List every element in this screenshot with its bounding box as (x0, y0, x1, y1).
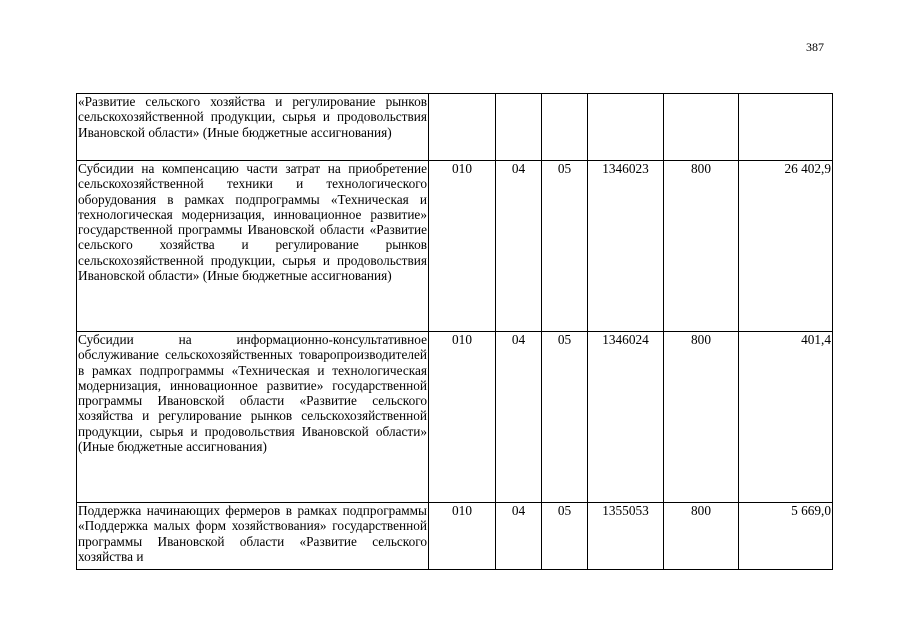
ministry-code: 010 (429, 332, 496, 503)
target-article-code (588, 94, 664, 161)
section-code: 04 (496, 332, 542, 503)
subsection-code: 05 (542, 332, 588, 503)
amount: 401,4 (739, 332, 833, 503)
row-description: Поддержка начинающих фермеров в рамках подпрограммы «Поддержка малых форм хозяйствования» государственной программы Ивановской области «Развитие сельского хозяйства и (77, 503, 429, 570)
target-article-code: 1355053 (588, 503, 664, 570)
amount: 26 402,9 (739, 161, 833, 332)
section-code (496, 94, 542, 161)
subsection-code: 05 (542, 503, 588, 570)
subsection-code: 05 (542, 161, 588, 332)
ministry-code: 010 (429, 161, 496, 332)
table-row (77, 332, 833, 503)
amount: 5 669,0 (739, 503, 833, 570)
budget-table (76, 93, 833, 570)
section-code: 04 (496, 161, 542, 332)
ministry-code (429, 94, 496, 161)
table-row (77, 161, 833, 332)
amount (739, 94, 833, 161)
expense-type-code: 800 (664, 503, 739, 570)
table-row (77, 94, 833, 161)
expense-type-code: 800 (664, 161, 739, 332)
target-article-code: 1346024 (588, 332, 664, 503)
ministry-code: 010 (429, 503, 496, 570)
table-row (77, 503, 833, 570)
subsection-code (542, 94, 588, 161)
target-article-code: 1346023 (588, 161, 664, 332)
row-description: Субсидии на информационно-консультативное обслуживание сельскохозяйственных товаропроизводителей в рамках подпрограммы «Техническая и технологическая модернизация, инновационное развитие» государственной программы Ивановской области «Развитие сельского хозяйства и регулирование рынков сельскохозяйственной продукции, сырья и продовольствия Ивановской области» (Иные бюджетные ассигнования) (77, 332, 429, 503)
row-description: «Развитие сельского хозяйства и регулирование рынков сельскохозяйственной продукции, сырья и продовольствия Ивановской области» (Иные бюджетные ассигнования) (77, 94, 429, 161)
expense-type-code (664, 94, 739, 161)
row-description: Субсидии на компенсацию части затрат на приобретение сельскохозяйственной техники и технологического оборудования в рамках подпрограммы «Техническая и технологическая модернизация, инновационное развитие» государственной программы Ивановской области «Развитие сельского хозяйства и регулирование рынков сельскохозяйственной продукции, сырья и продовольствия Ивановской области» (Иные бюджетные ассигнования) (77, 161, 429, 332)
page-number: 387 (806, 40, 824, 54)
section-code: 04 (496, 503, 542, 570)
expense-type-code: 800 (664, 332, 739, 503)
